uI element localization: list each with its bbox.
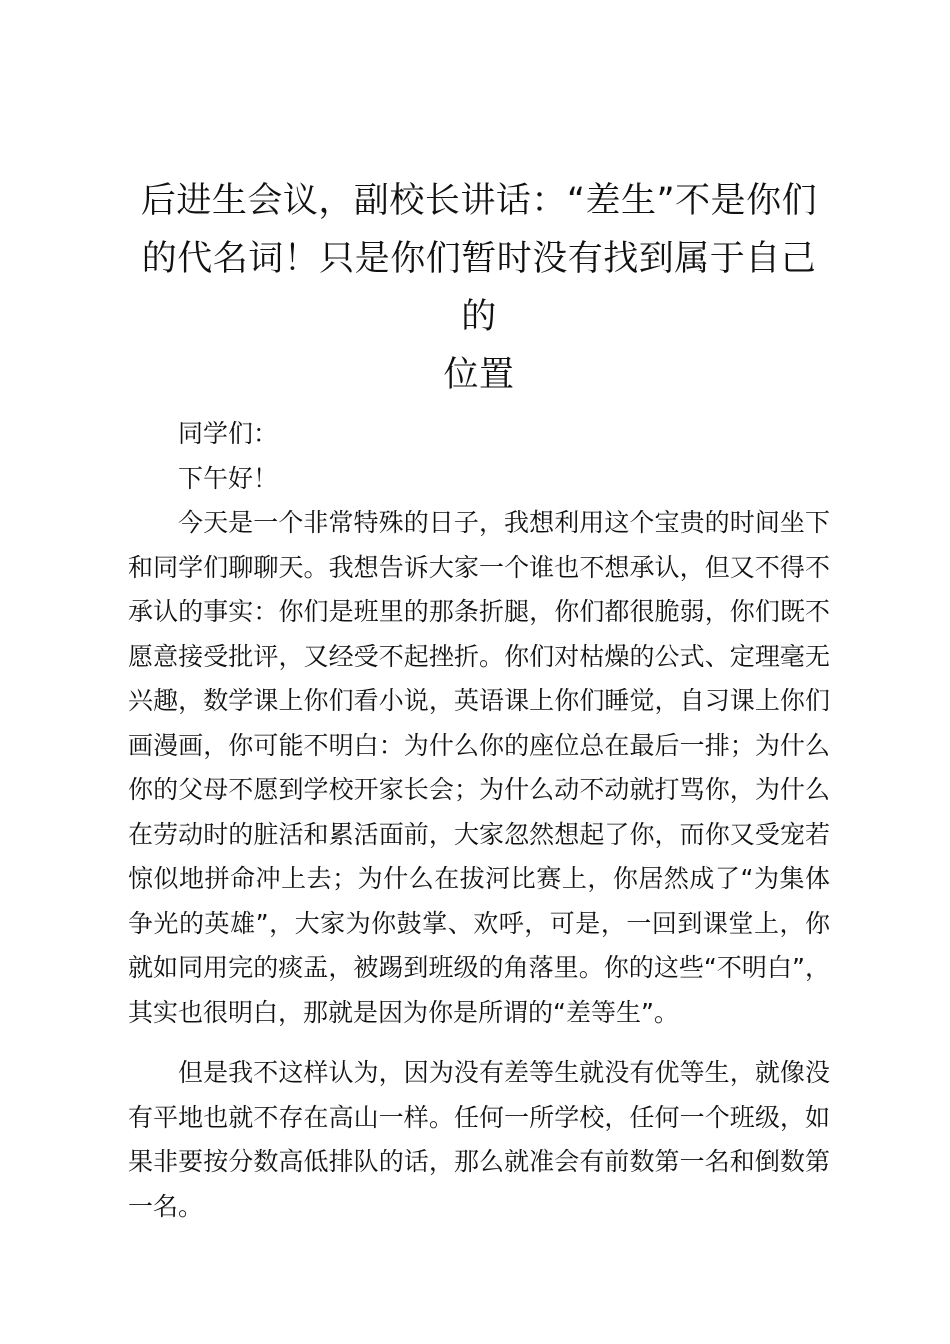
body-paragraph-2: 但是我不这样认为，因为没有差等生就没有优等生，就像没有平地也就不存在高山一样。任何一所学校，任何一个班级，如果非要按分数高低排队的话，那么就准会有前数第一名和倒数第一名。 xyxy=(128,1058,830,1221)
greeting: 同学们： xyxy=(178,419,279,448)
body-paragraph-1: 今天是一个非常特殊的日子，我想利用这个宝贵的时间坐下和同学们聊聊天。我想告诉大家一个谁也不想承认，但又不得不承认的事实：你们是班里的那条折腿，你们都很脆弱，你们既不愿意接受批评，又经受不起挫折。你们对枯燥的公式、定理毫无兴趣，数学课上你们看小说，英语课上你们睡觉，自习课上你们画漫画，你可能不明白：为什么你的座位总在最后一排；为什么你的父母不愿到学校开家长会；为什么动不动就打骂你，为什么在劳动时的脏活和累活面前，大家忽然想起了你，而你又受宠若惊似地拼命冲上去；为什么在拔河比赛上，你居然成了“为集体争光的英雄”，大家为你鼓掌、欢呼，可是，一回到课堂上，你就如同用完的痰盂，被踢到班级的角落里。你的这些“不明白”，其实也很明白，那就是因为你是所谓的“差等生”。 xyxy=(128,508,830,1027)
title-line-1: 后进生会议，副校长讲话：“差生”不是你们 xyxy=(140,181,818,221)
document-title xyxy=(128,172,830,404)
title-line-3: 位置 xyxy=(443,355,515,395)
salutation: 下午好！ xyxy=(178,463,279,493)
document-page xyxy=(128,172,830,1229)
title-line-2: 的代名词！只是你们暂时没有找到属于自己的 xyxy=(141,239,817,337)
